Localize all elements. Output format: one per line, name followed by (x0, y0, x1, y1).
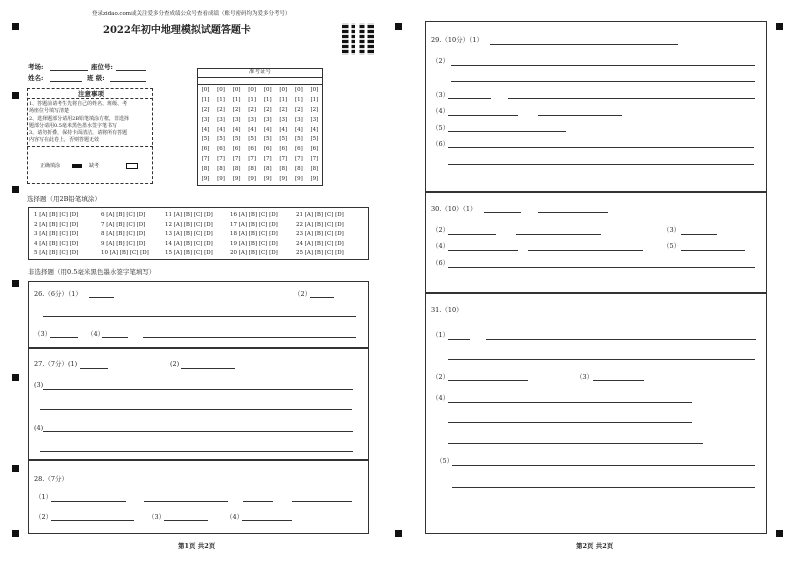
mcq-heading: 选择题（用2B铅笔填涂） (27, 195, 101, 203)
exam-id-bubble[interactable]: [6] (263, 146, 272, 153)
exam-id-bubble[interactable]: [3] (294, 116, 303, 123)
registration-mark (12, 280, 19, 287)
exam-id-bubble[interactable]: [6] (294, 146, 303, 153)
answer-line[interactable] (448, 250, 518, 251)
answer-line[interactable] (243, 501, 273, 502)
answer-line[interactable] (448, 234, 496, 235)
note-line: 3、请勿折叠，保持卡面清洁，请将所有答题 (29, 130, 128, 136)
mcq-item[interactable]: 14 [A] [B] [C] [D] (165, 240, 213, 247)
answer-line[interactable] (448, 402, 692, 403)
q26-part3-label: （3） (34, 330, 52, 338)
mcq-item[interactable]: 12 [A] [B] [C] [D] (165, 221, 213, 228)
answer-line[interactable] (448, 339, 470, 340)
mcq-item[interactable]: 17 [A] [B] [C] [D] (230, 221, 278, 228)
divider (197, 84, 323, 85)
exam-id-bubble[interactable]: [3] (263, 116, 272, 123)
mcq-item[interactable]: 23 [A] [B] [C] [D] (296, 231, 344, 238)
exam-id-row (199, 146, 321, 156)
exam-id-bubble[interactable]: [6] (310, 146, 319, 153)
q29-part2-label: （2） (432, 57, 450, 65)
exam-id-bubble[interactable]: [9] (294, 176, 303, 183)
exam-id-bubble[interactable]: [0] (294, 87, 303, 93)
exam-id-bubble[interactable]: [7] (263, 156, 272, 163)
exam-id-bubble[interactable]: [8] (310, 166, 319, 173)
exam-id-bubble[interactable]: [0] (263, 87, 272, 93)
answer-line[interactable] (448, 98, 491, 99)
mcq-item[interactable]: 6 [A] [B] [C] [D] (101, 212, 146, 218)
exam-id-bubble[interactable]: [0] (232, 87, 241, 93)
exam-id-bubble[interactable]: [3] (232, 116, 241, 123)
answer-line[interactable] (448, 443, 703, 444)
answer-line[interactable] (43, 389, 353, 390)
exam-id-bubble[interactable]: [2] (310, 106, 319, 113)
exam-id-row (199, 166, 321, 176)
exam-id-label: 准考证号 (249, 69, 272, 75)
exam-id-bubble[interactable]: [8] (201, 166, 210, 173)
answer-line[interactable] (292, 501, 352, 502)
answer-line[interactable] (242, 520, 292, 521)
q30-part6-label: （6） (432, 259, 450, 267)
login-notice: 登录zidao.com或关注爱多分查成绩公众号查看成绩（账号密码均为爱多分考号） (92, 11, 291, 17)
q31-label: 31.（10） (431, 306, 463, 314)
exam-id-bubble[interactable]: [2] (232, 106, 241, 113)
exam-id-bubble[interactable]: [6] (217, 146, 225, 153)
mcq-item[interactable]: 8 [A] [B] [C] [D] (101, 231, 146, 238)
exam-id-bubble[interactable]: [3] (248, 116, 257, 123)
registration-mark (12, 465, 19, 472)
exam-id-bubble[interactable]: [7] (248, 156, 257, 163)
exam-id-bubble[interactable]: [9] (310, 176, 319, 183)
mcq-item[interactable]: 10 [A] [B] [C] [D] (101, 250, 149, 257)
exam-id-bubble[interactable]: [0] (279, 87, 288, 93)
mcq-item[interactable]: 4 [A] [B] [C] [D] (34, 240, 79, 247)
registration-mark (395, 23, 402, 30)
exam-id-bubble[interactable]: [3] (217, 116, 225, 123)
exam-id-bubble[interactable]: [4] (232, 126, 241, 133)
exam-id-bubble[interactable]: [8] (232, 166, 241, 173)
answer-line[interactable] (681, 234, 717, 235)
exam-id-bubble[interactable]: [4] (310, 126, 319, 133)
exam-id-row (199, 97, 321, 107)
answer-line[interactable] (40, 451, 353, 452)
mcq-item[interactable]: 1 [A] [B] [C] [D] (34, 212, 79, 218)
registration-mark (12, 92, 19, 99)
answer-line[interactable] (144, 501, 228, 502)
exam-id-bubble[interactable]: [7] (201, 156, 210, 163)
exam-room-label: 考场: (28, 63, 44, 71)
answer-line[interactable] (51, 520, 134, 521)
answer-line[interactable] (490, 44, 678, 45)
exam-id-bubble[interactable]: [2] (263, 106, 272, 113)
question-29-box (425, 21, 767, 192)
q30-part2-label: （2） (432, 226, 450, 234)
seat-field[interactable] (116, 70, 146, 71)
exam-id-bubble[interactable]: [6] (201, 146, 210, 153)
q29-part4-label: （4） (432, 107, 450, 115)
exam-id-bubble[interactable]: [4] (217, 126, 225, 133)
exam-id-bubble[interactable]: [3] (310, 116, 319, 123)
answer-line[interactable] (448, 422, 692, 423)
q29-label: 29.（10分）（1） (431, 36, 483, 44)
exam-id-bubble[interactable]: [4] (263, 126, 272, 133)
q31-part5-label: （5） (436, 457, 454, 465)
q28-part4-label: （4） (226, 513, 244, 521)
exam-id-bubble[interactable]: [6] (279, 146, 288, 153)
divider (197, 77, 323, 78)
exam-id-bubble[interactable]: [5] (279, 136, 288, 143)
exam-id-row (199, 156, 321, 166)
exam-id-bubble[interactable]: [0] (310, 87, 319, 93)
q26-part4-label: （4） (87, 330, 105, 338)
answer-line[interactable] (486, 339, 756, 340)
answer-line[interactable] (40, 409, 352, 410)
exam-id-bubble[interactable]: [0] (201, 87, 210, 93)
mcq-item[interactable]: 18 [A] [B] [C] [D] (230, 231, 278, 238)
exam-room-field[interactable] (50, 70, 88, 71)
answer-line[interactable] (448, 359, 755, 360)
note-line: 题部分请用0.5毫米黑色墨水签字笔书写 (29, 123, 117, 129)
answer-line[interactable] (538, 115, 622, 116)
answer-line[interactable] (516, 234, 601, 235)
mcq-item[interactable]: 16 [A] [B] [C] [D] (230, 212, 278, 218)
absent-checkbox[interactable] (126, 163, 138, 169)
q30-label: 30.（10）（1） (431, 205, 477, 213)
q31-part3-label: （3） (576, 373, 594, 381)
exam-id-row (199, 136, 321, 146)
answer-line[interactable] (143, 337, 356, 338)
correct-fill-label: 正确填涂 (40, 163, 61, 169)
qr-code (342, 23, 374, 55)
note-line: 场座位号填写清楚 (29, 108, 70, 114)
exam-id-bubble[interactable]: [6] (232, 146, 241, 153)
note-line: 内容写在此卷上，否则答题无效 (29, 137, 100, 143)
answer-line[interactable] (164, 520, 208, 521)
q26-part2-label: （2） (294, 290, 312, 298)
exam-id-bubble[interactable]: [8] (279, 166, 288, 173)
exam-id-bubble[interactable]: [8] (248, 166, 257, 173)
q30-part5-label: （5） (663, 242, 681, 250)
mcq-item[interactable]: 9 [A] [B] [C] [D] (101, 240, 146, 247)
divider (27, 98, 153, 99)
mcq-item[interactable]: 15 [A] [B] [C] [D] (165, 250, 213, 257)
q29-part3-label: （3） (432, 91, 450, 99)
answer-line[interactable] (43, 431, 353, 432)
exam-id-bubble[interactable]: [1] (294, 96, 303, 103)
answer-line[interactable] (448, 115, 518, 116)
exam-id-bubble[interactable]: [1] (232, 96, 241, 103)
exam-id-row (199, 127, 321, 137)
registration-mark (395, 530, 402, 537)
mcq-item[interactable]: 19 [A] [B] [C] [D] (230, 240, 278, 247)
q26-label: 26.（6分）（1） (34, 290, 82, 298)
exam-id-bubble[interactable]: [7] (294, 156, 303, 163)
correct-fill-sample (72, 164, 82, 168)
exam-id-bubble[interactable]: [2] (248, 106, 257, 113)
exam-id-bubble[interactable]: [3] (201, 116, 210, 123)
mcq-item[interactable]: 2 [A] [B] [C] [D] (34, 221, 79, 228)
mcq-item[interactable]: 20 [A] [B] [C] [D] (230, 250, 278, 257)
answer-line[interactable] (181, 368, 235, 369)
divider (27, 146, 153, 147)
answer-line[interactable] (593, 380, 644, 381)
exam-id-bubble[interactable]: [2] (201, 106, 210, 113)
q28-part1-label: （1） (35, 493, 53, 501)
exam-id-bubble[interactable]: [5] (248, 136, 257, 143)
q31-part2-label: （2） (432, 373, 450, 381)
q29-part6-label: （6） (432, 140, 450, 148)
answer-line[interactable] (310, 297, 334, 298)
mcq-item[interactable]: 5 [A] [B] [C] [D] (34, 250, 79, 257)
exam-id-bubble[interactable]: [7] (310, 156, 319, 163)
registration-mark (776, 23, 783, 30)
exam-id-bubble[interactable]: [2] (279, 106, 288, 113)
mcq-item[interactable]: 22 [A] [B] [C] [D] (296, 221, 344, 228)
page-number-left: 第1页 共2页 (178, 542, 216, 550)
exam-id-bubble[interactable]: [9] (201, 176, 210, 183)
q31-part1-label: （1） (432, 331, 450, 339)
exam-id-bubble[interactable]: [2] (217, 106, 225, 113)
q28-part2-label: （2） (35, 513, 53, 521)
mcq-item[interactable]: 11 [A] [B] [C] [D] (165, 212, 213, 218)
answer-line[interactable] (80, 368, 108, 369)
registration-mark (12, 374, 19, 381)
registration-mark (776, 530, 783, 537)
mcq-item[interactable]: 7 [A] [B] [C] [D] (101, 221, 146, 228)
exam-id-bubble[interactable]: [9] (232, 176, 241, 183)
exam-id-bubble[interactable]: [4] (201, 126, 210, 133)
answer-line[interactable] (452, 487, 755, 488)
exam-id-bubble[interactable]: [3] (279, 116, 288, 123)
answer-line[interactable] (43, 316, 356, 317)
q27-label: 27.（7分）(1) (34, 360, 78, 368)
exam-id-bubble[interactable]: [5] (201, 136, 210, 143)
question-31-box (425, 293, 767, 534)
answer-line[interactable] (448, 131, 566, 132)
exam-id-bubble[interactable]: [9] (263, 176, 272, 183)
answer-line[interactable] (50, 337, 78, 338)
q30-part4-label: （4） (432, 242, 450, 250)
answer-line[interactable] (681, 250, 745, 251)
exam-id-bubble[interactable]: [7] (279, 156, 288, 163)
class-label: 班 级: (87, 74, 105, 82)
exam-id-bubble[interactable]: [8] (263, 166, 272, 173)
exam-id-bubble[interactable]: [0] (248, 87, 257, 93)
class-field[interactable] (110, 81, 146, 82)
exam-id-bubble[interactable]: [1] (217, 96, 225, 103)
exam-id-bubble[interactable]: [1] (263, 96, 272, 103)
note-line: 1、答题前请考生先将自己的姓名、班级、考 (29, 101, 128, 107)
exam-id-row (199, 107, 321, 117)
registration-mark (12, 186, 19, 193)
q31-part4-label: （4） (432, 394, 450, 402)
answer-line[interactable] (448, 164, 754, 165)
answer-line[interactable] (484, 212, 521, 213)
exam-id-bubble[interactable]: [5] (263, 136, 272, 143)
q28-part3-label: （3） (148, 513, 166, 521)
exam-id-bubble[interactable]: [6] (248, 146, 257, 153)
exam-id-row (199, 87, 321, 97)
answer-line[interactable] (451, 81, 755, 82)
mcq-item[interactable]: 13 [A] [B] [C] [D] (165, 231, 213, 238)
exam-id-bubble[interactable]: [9] (217, 176, 225, 183)
answer-line[interactable] (448, 267, 755, 268)
answer-line[interactable] (448, 380, 528, 381)
q28-label: 28.（7分） (34, 475, 68, 483)
notes-heading: 注意事项 (78, 90, 104, 98)
answer-line[interactable] (452, 465, 755, 466)
name-label: 姓名: (28, 74, 44, 82)
q27-part3-label: (3) (34, 381, 44, 389)
absent-label: 缺考 (89, 163, 100, 169)
answer-line[interactable] (508, 98, 755, 99)
mcq-item[interactable]: 3 [A] [B] [C] [D] (34, 231, 79, 238)
exam-id-bubbles[interactable] (199, 87, 321, 186)
exam-id-row (199, 176, 321, 186)
answer-line[interactable] (89, 297, 114, 298)
answer-line[interactable] (538, 212, 608, 213)
q27-part2-label: (2) (170, 360, 180, 368)
exam-id-bubble[interactable]: [5] (232, 136, 241, 143)
exam-id-bubble[interactable]: [5] (294, 136, 303, 143)
nonmcq-heading: 非选择题（用0.5毫米黑色墨水签字笔填写） (28, 268, 156, 276)
exam-id-bubble[interactable]: [5] (310, 136, 319, 143)
exam-id-bubble[interactable]: [2] (294, 106, 303, 113)
exam-id-bubble[interactable]: [0] (217, 87, 225, 93)
exam-id-row (199, 117, 321, 127)
exam-id-bubble[interactable]: [1] (248, 96, 257, 103)
page-number-right: 第2页 共2页 (576, 542, 614, 550)
exam-id-bubble[interactable]: [7] (217, 156, 225, 163)
exam-id-bubble[interactable]: [5] (217, 136, 225, 143)
name-field[interactable] (50, 81, 82, 82)
exam-id-bubble[interactable]: [1] (201, 96, 210, 103)
exam-id-bubble[interactable]: [8] (217, 166, 225, 173)
exam-id-bubble[interactable]: [9] (279, 176, 288, 183)
exam-id-bubble[interactable]: [8] (294, 166, 303, 173)
q27-part4-label: (4) (34, 424, 44, 432)
exam-id-bubble[interactable]: [9] (248, 176, 257, 183)
answer-line[interactable] (102, 337, 128, 338)
mcq-item[interactable]: 21 [A] [B] [C] [D] (296, 212, 344, 218)
seat-label: 座位号: (91, 63, 113, 71)
q29-part5-label: （5） (432, 124, 450, 132)
question-28-box (28, 460, 369, 534)
note-line: 2、选择题部分请用2B铅笔填涂方框，非选择 (29, 116, 130, 122)
answer-line[interactable] (51, 501, 126, 502)
answer-line[interactable] (448, 147, 754, 148)
exam-id-bubble[interactable]: [4] (248, 126, 257, 133)
registration-mark (12, 530, 19, 537)
exam-id-bubble[interactable]: [1] (279, 96, 288, 103)
answer-line[interactable] (451, 65, 755, 66)
answer-line[interactable] (528, 250, 643, 251)
q30-part3-label: （3） (663, 226, 681, 234)
registration-mark (12, 23, 19, 30)
exam-id-bubble[interactable]: [7] (232, 156, 241, 163)
exam-id-bubble[interactable]: [4] (279, 126, 288, 133)
exam-id-bubble[interactable]: [1] (310, 96, 319, 103)
mcq-item[interactable]: 24 [A] [B] [C] [D] (296, 240, 344, 247)
exam-id-bubble[interactable]: [4] (294, 126, 303, 133)
mcq-item[interactable]: 25 [A] [B] [C] [D] (296, 250, 344, 257)
sheet-title: 2022年初中地理模拟试题答题卡 (103, 25, 251, 36)
question-27-box (28, 348, 369, 460)
